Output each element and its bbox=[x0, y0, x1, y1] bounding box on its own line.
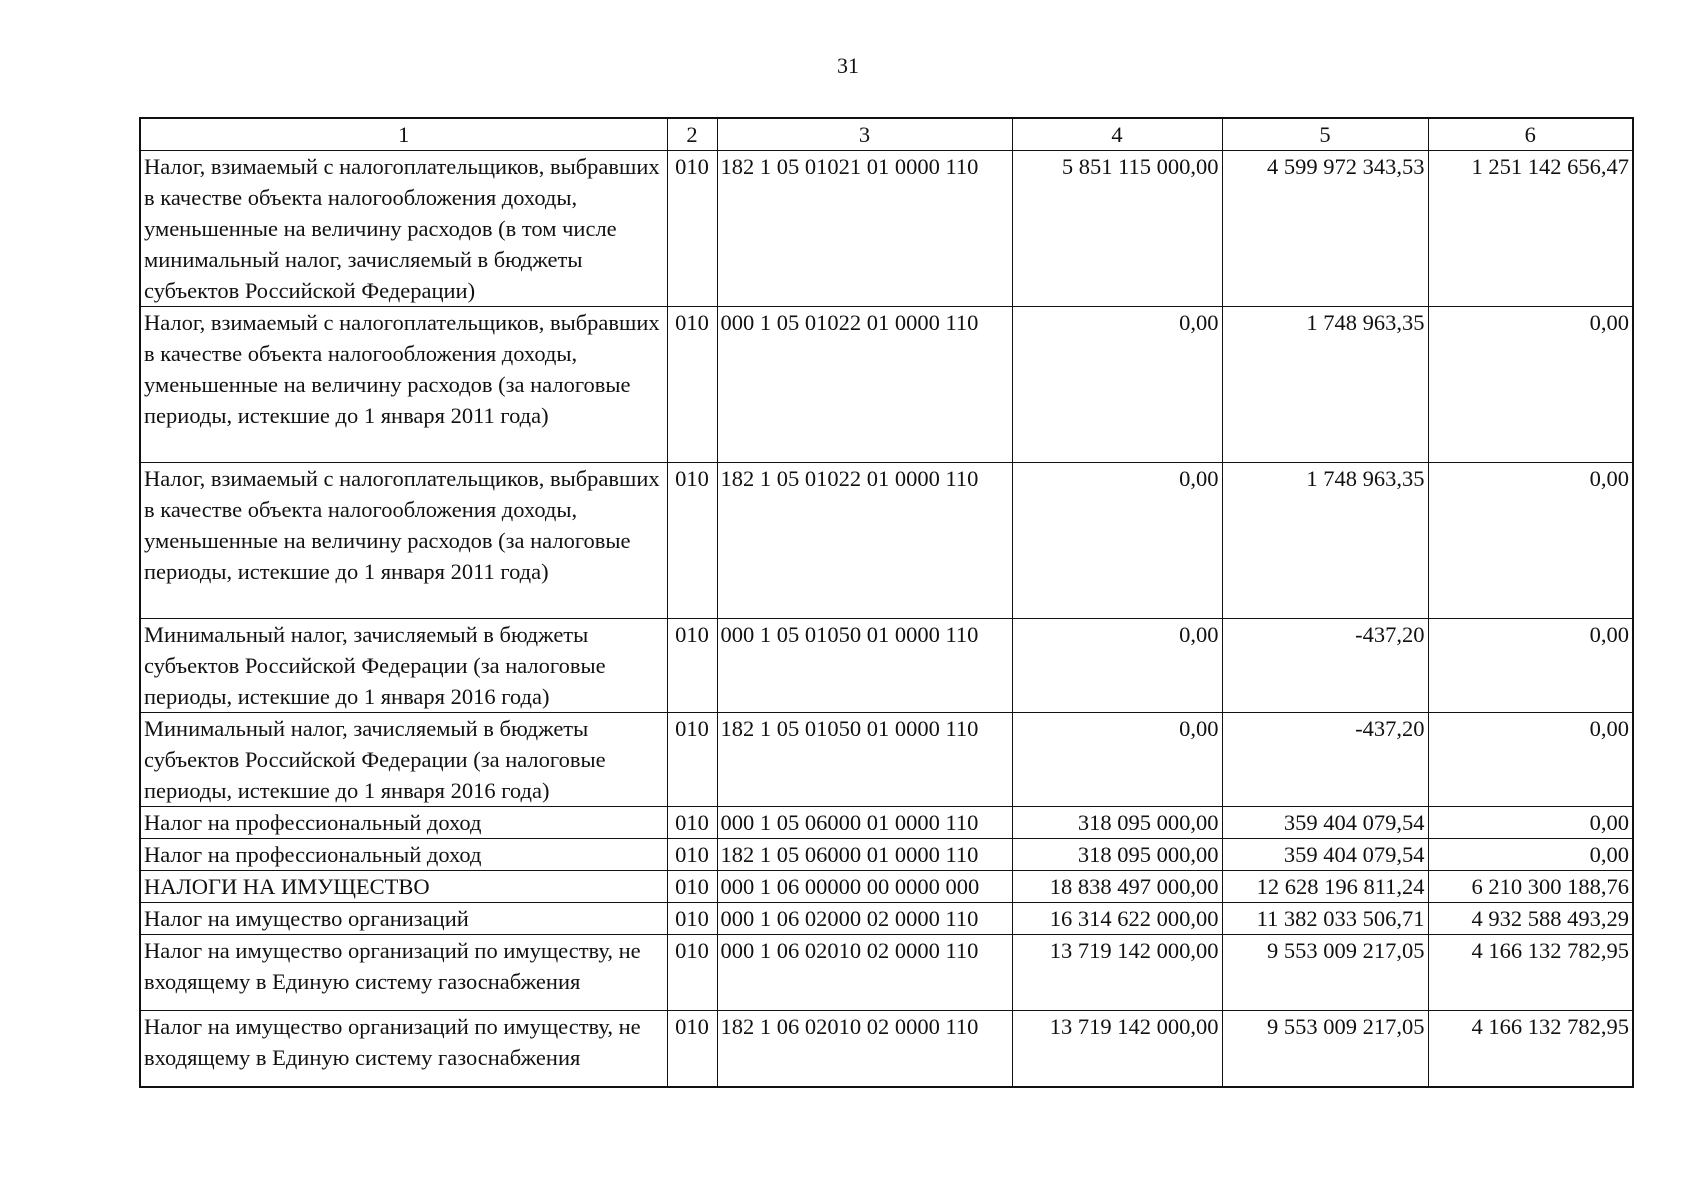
table-row bbox=[140, 871, 1633, 903]
income-name: Налог на имущество организаций по имуществу, не входящему в Единую систему газоснабжения bbox=[140, 935, 667, 1011]
approved-amount: 318 095 000,00 bbox=[1012, 839, 1222, 871]
executed-amount: 1 748 963,35 bbox=[1222, 463, 1428, 619]
budget-classification-code: 182 1 05 01050 01 0000 110 bbox=[717, 713, 1012, 807]
column-number-2: 2 bbox=[667, 118, 717, 151]
unexecuted-amount: 4 166 132 782,95 bbox=[1428, 1011, 1633, 1088]
column-number-row bbox=[140, 118, 1633, 151]
executed-amount: 9 553 009 217,05 bbox=[1222, 1011, 1428, 1088]
unexecuted-amount: 4 932 588 493,29 bbox=[1428, 903, 1633, 935]
income-name: Налог на имущество организаций bbox=[140, 903, 667, 935]
income-name: Налог, взимаемый с налогоплательщиков, выбравших в качестве объекта налогообложения доходы, уменьшенные на величину расходов (за налоговые периоды, истекшие до 1 января 2011 года) bbox=[140, 307, 667, 463]
budget-classification-code: 000 1 05 01050 01 0000 110 bbox=[717, 619, 1012, 713]
line-code: 010 bbox=[667, 935, 717, 1011]
table-row bbox=[140, 619, 1633, 713]
line-code: 010 bbox=[667, 713, 717, 807]
line-code: 010 bbox=[667, 151, 717, 307]
approved-amount: 0,00 bbox=[1012, 307, 1222, 463]
budget-classification-code: 182 1 05 06000 01 0000 110 bbox=[717, 839, 1012, 871]
budget-classification-code: 182 1 06 02010 02 0000 110 bbox=[717, 1011, 1012, 1088]
line-code: 010 bbox=[667, 839, 717, 871]
approved-amount: 16 314 622 000,00 bbox=[1012, 903, 1222, 935]
approved-amount: 318 095 000,00 bbox=[1012, 807, 1222, 839]
approved-amount: 0,00 bbox=[1012, 463, 1222, 619]
income-name: НАЛОГИ НА ИМУЩЕСТВО bbox=[140, 871, 667, 903]
budget-classification-code: 000 1 05 01022 01 0000 110 bbox=[717, 307, 1012, 463]
table-row bbox=[140, 935, 1633, 1011]
table-row bbox=[140, 903, 1633, 935]
income-name: Налог, взимаемый с налогоплательщиков, выбравших в качестве объекта налогообложения доходы, уменьшенные на величину расходов (в том числе минимальный налог, зачисляемый в бюджеты субъектов Российской Федерации) bbox=[140, 151, 667, 307]
executed-amount: 359 404 079,54 bbox=[1222, 807, 1428, 839]
budget-classification-code: 000 1 06 02000 02 0000 110 bbox=[717, 903, 1012, 935]
income-name: Налог, взимаемый с налогоплательщиков, выбравших в качестве объекта налогообложения доходы, уменьшенные на величину расходов (за налоговые периоды, истекшие до 1 января 2011 года) bbox=[140, 463, 667, 619]
table-row bbox=[140, 1011, 1633, 1088]
budget-revenue-table bbox=[139, 117, 1634, 1088]
line-code: 010 bbox=[667, 871, 717, 903]
table-row bbox=[140, 807, 1633, 839]
executed-amount: 12 628 196 811,24 bbox=[1222, 871, 1428, 903]
column-number-3: 3 bbox=[717, 118, 1012, 151]
unexecuted-amount: 0,00 bbox=[1428, 463, 1633, 619]
line-code: 010 bbox=[667, 903, 717, 935]
approved-amount: 18 838 497 000,00 bbox=[1012, 871, 1222, 903]
table-row bbox=[140, 713, 1633, 807]
executed-amount: 359 404 079,54 bbox=[1222, 839, 1428, 871]
unexecuted-amount: 4 166 132 782,95 bbox=[1428, 935, 1633, 1011]
unexecuted-amount: 0,00 bbox=[1428, 807, 1633, 839]
approved-amount: 0,00 bbox=[1012, 619, 1222, 713]
executed-amount: 4 599 972 343,53 bbox=[1222, 151, 1428, 307]
page-number: 31 bbox=[837, 53, 859, 78]
income-name: Минимальный налог, зачисляемый в бюджеты субъектов Российской Федерации (за налоговые периоды, истекшие до 1 января 2016 года) bbox=[140, 619, 667, 713]
approved-amount: 5 851 115 000,00 bbox=[1012, 151, 1222, 307]
executed-amount: 1 748 963,35 bbox=[1222, 307, 1428, 463]
approved-amount: 13 719 142 000,00 bbox=[1012, 1011, 1222, 1088]
column-number-5: 5 bbox=[1222, 118, 1428, 151]
unexecuted-amount: 0,00 bbox=[1428, 307, 1633, 463]
approved-amount: 0,00 bbox=[1012, 713, 1222, 807]
budget-classification-code: 182 1 05 01022 01 0000 110 bbox=[717, 463, 1012, 619]
column-number-6: 6 bbox=[1428, 118, 1633, 151]
income-name: Минимальный налог, зачисляемый в бюджеты субъектов Российской Федерации (за налоговые периоды, истекшие до 1 января 2016 года) bbox=[140, 713, 667, 807]
budget-classification-code: 000 1 06 02010 02 0000 110 bbox=[717, 935, 1012, 1011]
executed-amount: -437,20 bbox=[1222, 619, 1428, 713]
executed-amount: 9 553 009 217,05 bbox=[1222, 935, 1428, 1011]
column-number-4: 4 bbox=[1012, 118, 1222, 151]
line-code: 010 bbox=[667, 307, 717, 463]
income-name: Налог на профессиональный доход bbox=[140, 839, 667, 871]
unexecuted-amount: 0,00 bbox=[1428, 839, 1633, 871]
table-row bbox=[140, 463, 1633, 619]
income-name: Налог на имущество организаций по имуществу, не входящему в Единую систему газоснабжения bbox=[140, 1011, 667, 1088]
table-row bbox=[140, 151, 1633, 307]
table-row bbox=[140, 307, 1633, 463]
unexecuted-amount: 6 210 300 188,76 bbox=[1428, 871, 1633, 903]
unexecuted-amount: 0,00 bbox=[1428, 713, 1633, 807]
budget-classification-code: 000 1 06 00000 00 0000 000 bbox=[717, 871, 1012, 903]
executed-amount: -437,20 bbox=[1222, 713, 1428, 807]
line-code: 010 bbox=[667, 807, 717, 839]
income-name: Налог на профессиональный доход bbox=[140, 807, 667, 839]
column-number-1: 1 bbox=[140, 118, 667, 151]
approved-amount: 13 719 142 000,00 bbox=[1012, 935, 1222, 1011]
unexecuted-amount: 0,00 bbox=[1428, 619, 1633, 713]
table-row bbox=[140, 839, 1633, 871]
budget-classification-code: 000 1 05 06000 01 0000 110 bbox=[717, 807, 1012, 839]
executed-amount: 11 382 033 506,71 bbox=[1222, 903, 1428, 935]
budget-classification-code: 182 1 05 01021 01 0000 110 bbox=[717, 151, 1012, 307]
line-code: 010 bbox=[667, 1011, 717, 1088]
unexecuted-amount: 1 251 142 656,47 bbox=[1428, 151, 1633, 307]
line-code: 010 bbox=[667, 463, 717, 619]
line-code: 010 bbox=[667, 619, 717, 713]
